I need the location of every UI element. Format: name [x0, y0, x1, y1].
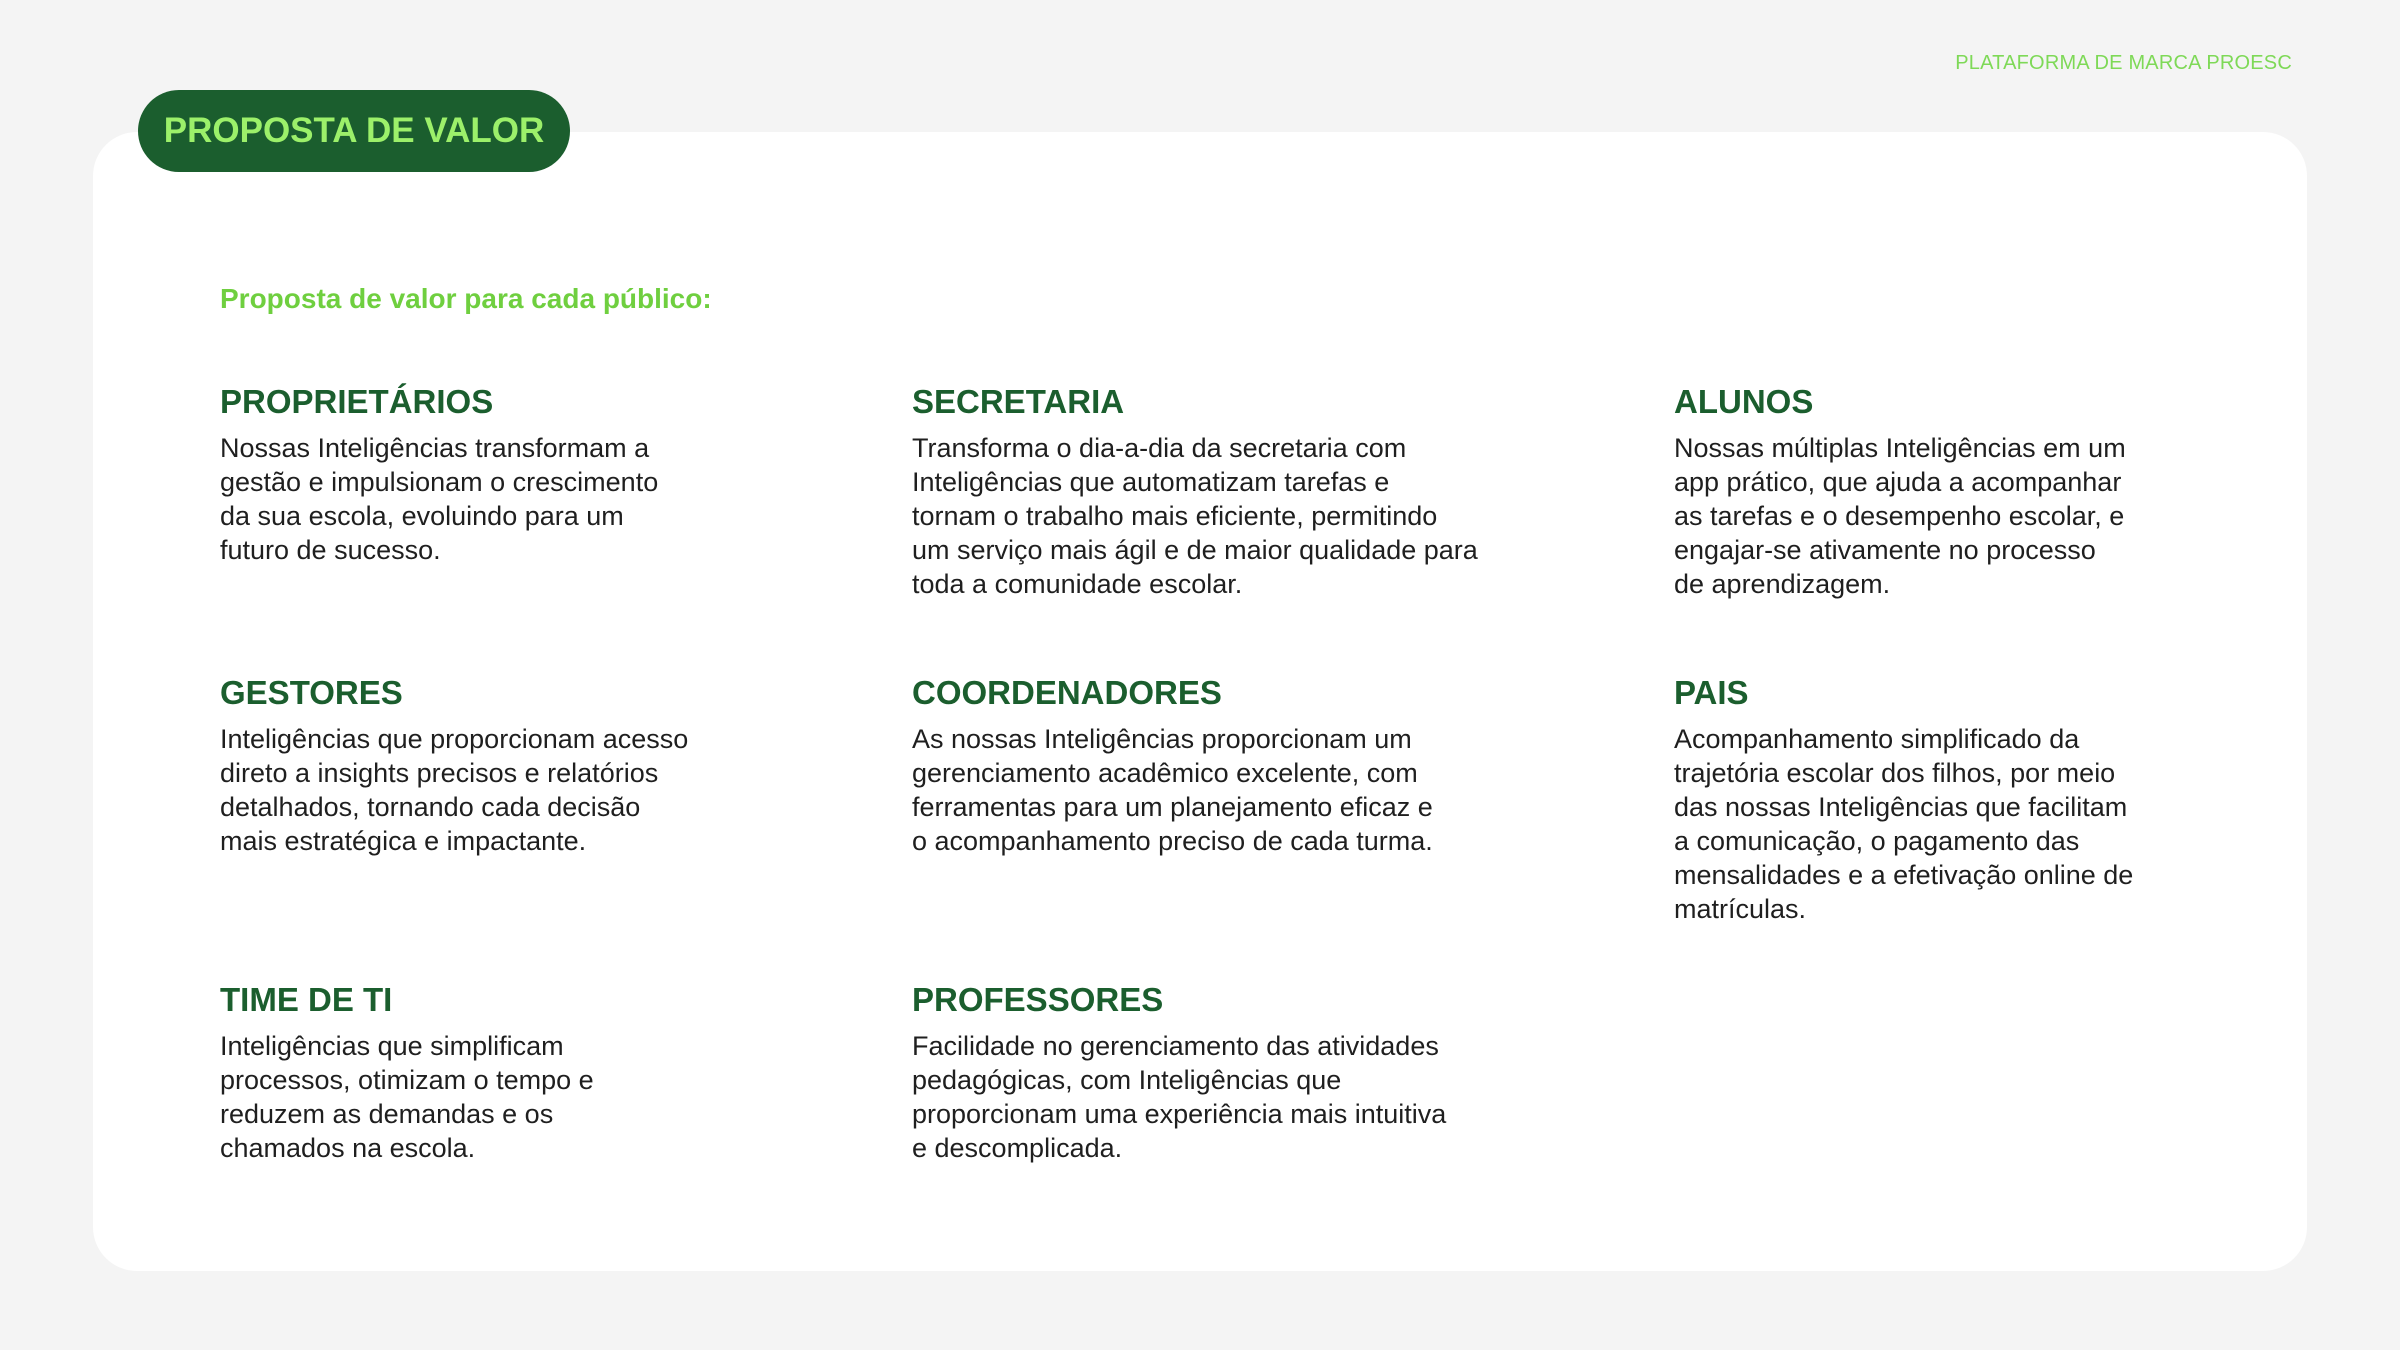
audience-proprietarios	[220, 383, 658, 567]
audience-title: SECRETARIA	[912, 383, 1125, 420]
page-subtitle: Proposta de valor para cada público:	[220, 283, 712, 314]
audience-description: Inteligências que proporcionam acesso direto a insights precisos e relatórios detalhados, tornando cada decisão mais estratégica e impactante.	[220, 724, 689, 856]
audience-description: Transforma o dia-a-dia da secretaria com Inteligências que automatizam tarefas e tornam o trabalho mais eficiente, permitindo um serviço mais ágil e de maior qualidade para toda a comunidade escolar.	[912, 433, 1478, 599]
audience-gestores	[220, 674, 688, 858]
audience-description: As nossas Inteligências proporcionam um gerenciamento acadêmico excelente, com ferramentas para um planejamento eficaz e o acompanhamento preciso de cada turma.	[912, 724, 1433, 856]
section-title-pill: PROPOSTA DE VALOR	[138, 90, 570, 172]
audience-title: PROPRIETÁRIOS	[220, 383, 494, 420]
audience-title: GESTORES	[220, 674, 403, 711]
audience-title: PAIS	[1674, 674, 1749, 711]
audience-title: ALUNOS	[1674, 383, 1814, 420]
audience-title: TIME DE TI	[220, 981, 393, 1018]
audience-coordenadores	[912, 674, 1433, 858]
audience-secretaria	[912, 383, 1478, 601]
audience-description: Acompanhamento simplificado da trajetória escolar dos filhos, por meio das nossas Inteligências que facilitam a comunicação, o pagamento das mensalidades e a efetivação online de matrículas.	[1674, 724, 2134, 924]
audience-title: COORDENADORES	[912, 674, 1222, 711]
audience-professores	[912, 981, 1446, 1165]
audience-pais	[1674, 674, 2133, 926]
audience-description: Facilidade no gerenciamento das atividades pedagógicas, com Inteligências que proporcionam uma experiência mais intuitiva e descomplicada.	[912, 1031, 1447, 1163]
audience-time-de-ti	[220, 981, 594, 1165]
brand-platform-label: PLATAFORMA DE MARCA PROESC	[1955, 52, 2292, 74]
audience-description: Nossas múltiplas Inteligências em um app prático, que ajuda a acompanhar as tarefas e o desempenho escolar, e engajar-se ativamente no processo de aprendizagem.	[1674, 433, 2126, 599]
audience-description: Nossas Inteligências transformam a gestão e impulsionam o crescimento da sua escola, evoluindo para um futuro de sucesso.	[220, 433, 659, 565]
audience-title: PROFESSORES	[912, 981, 1164, 1018]
audience-description: Inteligências que simplificam processos, otimizam o tempo e reduzem as demandas e os chamados na escola.	[220, 1031, 594, 1163]
audience-alunos	[1674, 383, 2126, 601]
